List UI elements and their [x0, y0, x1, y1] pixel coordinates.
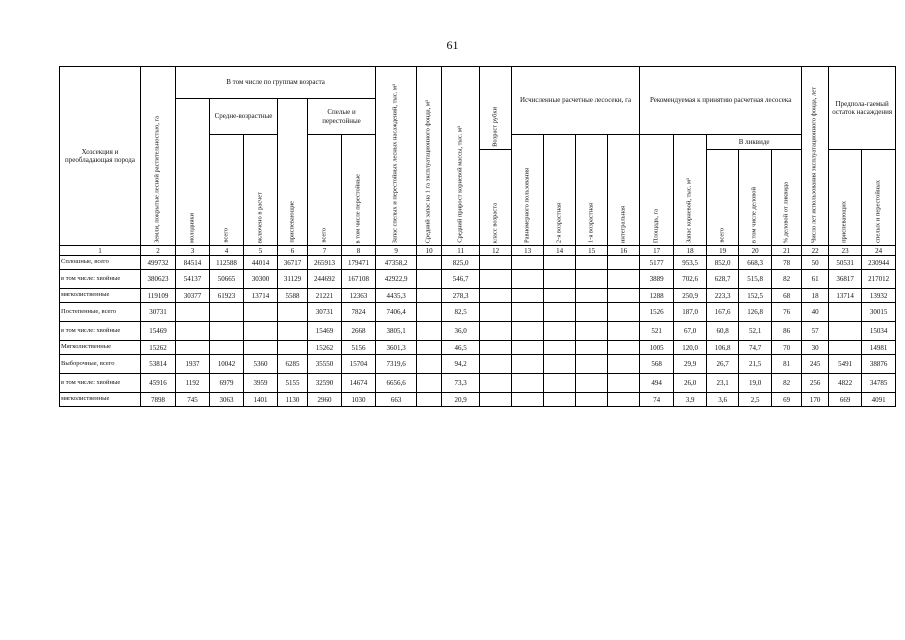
- column-number: 3: [176, 246, 210, 256]
- table-cell: 45916: [141, 374, 176, 393]
- table-cell: [480, 289, 512, 303]
- table-cell: 3,9: [674, 393, 707, 407]
- table-cell: [244, 341, 278, 355]
- table-cell: 84514: [176, 256, 210, 270]
- table-cell: 21221: [308, 289, 342, 303]
- table-cell: 6285: [278, 355, 308, 374]
- table-cell: 245: [802, 355, 829, 374]
- table-header: [60, 67, 896, 256]
- column-number: 16: [608, 246, 640, 256]
- table-cell: 53814: [141, 355, 176, 374]
- table-cell: 3959: [244, 374, 278, 393]
- table-cell: 494: [640, 374, 674, 393]
- column-number: 13: [512, 246, 544, 256]
- row-label: Постепенные, всего: [60, 303, 141, 322]
- table-cell: 30377: [176, 289, 210, 303]
- column-number-row: [60, 246, 896, 256]
- table-cell: [417, 393, 442, 407]
- table-cell: [576, 289, 608, 303]
- table-cell: 515,8: [739, 270, 772, 289]
- table-cell: 26,7: [707, 355, 739, 374]
- page-number: 61: [446, 38, 459, 52]
- table-cell: 2960: [308, 393, 342, 407]
- table-cell: [480, 393, 512, 407]
- table-cell: [417, 341, 442, 355]
- table-cell: [417, 355, 442, 374]
- table-cell: [480, 270, 512, 289]
- table-cell: [244, 322, 278, 341]
- table-cell: 7898: [141, 393, 176, 407]
- table-cell: 1130: [278, 393, 308, 407]
- table-cell: [829, 322, 862, 341]
- table-cell: [608, 393, 640, 407]
- table-cell: [544, 355, 576, 374]
- table-cell: 1192: [176, 374, 210, 393]
- table-cell: 14981: [862, 341, 896, 355]
- table-cell: 67,0: [674, 322, 707, 341]
- table-cell: 167108: [342, 270, 376, 289]
- table-cell: 15704: [342, 355, 376, 374]
- table-cell: 74,7: [739, 341, 772, 355]
- header-calculated-cutting: Исчисленные расчетные лесосеки, га: [512, 67, 640, 135]
- table-cell: 82,5: [442, 303, 480, 322]
- header-average-stock: Средний запас на 1 га эксплуатационного фонда, м³: [417, 67, 442, 246]
- table-cell: [480, 355, 512, 374]
- table-cell: [480, 303, 512, 322]
- table-cell: 50531: [829, 256, 862, 270]
- table-cell: [480, 374, 512, 393]
- table-cell: [576, 270, 608, 289]
- header-age-class: класс возраста: [480, 150, 512, 246]
- table-cell: 94,2: [442, 355, 480, 374]
- table-row: [60, 303, 896, 322]
- table-cell: 15262: [141, 341, 176, 355]
- table-cell: 42922,9: [376, 270, 417, 289]
- table-cell: 521: [640, 322, 674, 341]
- table-cell: 250,9: [674, 289, 707, 303]
- header-middle-total: всего: [210, 135, 244, 246]
- table-cell: 1288: [640, 289, 674, 303]
- table-cell: [576, 341, 608, 355]
- table-cell: 5177: [640, 256, 674, 270]
- table-cell: 380623: [141, 270, 176, 289]
- table-cell: [544, 322, 576, 341]
- table-cell: 82: [772, 270, 802, 289]
- table-cell: 3601,3: [376, 341, 417, 355]
- table-cell: 1005: [640, 341, 674, 355]
- column-number: 14: [544, 246, 576, 256]
- table-cell: 26,0: [674, 374, 707, 393]
- table-cell: 546,7: [442, 270, 480, 289]
- table-cell: 5155: [278, 374, 308, 393]
- table-cell: 30731: [308, 303, 342, 322]
- table-cell: 74: [640, 393, 674, 407]
- column-number: 20: [739, 246, 772, 256]
- table-cell: 12363: [342, 289, 376, 303]
- row-label: в том числе: хвойные: [60, 374, 141, 393]
- column-number: 23: [829, 246, 862, 256]
- table-cell: [608, 322, 640, 341]
- table-cell: [608, 256, 640, 270]
- table-cell: 4822: [829, 374, 862, 393]
- table-cell: [512, 341, 544, 355]
- column-number: 10: [417, 246, 442, 256]
- table-cell: [512, 355, 544, 374]
- table-cell: 50665: [210, 270, 244, 289]
- column-number: 4: [210, 246, 244, 256]
- table-cell: [512, 374, 544, 393]
- table-cell: [278, 303, 308, 322]
- table-cell: 126,8: [739, 303, 772, 322]
- table-cell: 68: [772, 289, 802, 303]
- table-cell: 10042: [210, 355, 244, 374]
- column-number: 12: [480, 246, 512, 256]
- table-cell: 5588: [278, 289, 308, 303]
- table-cell: 167,6: [707, 303, 739, 322]
- table-row: [60, 355, 896, 374]
- table-cell: 152,5: [739, 289, 772, 303]
- table-cell: 278,3: [442, 289, 480, 303]
- table-cell: 23,1: [707, 374, 739, 393]
- table-cell: 179471: [342, 256, 376, 270]
- table-cell: 265913: [308, 256, 342, 270]
- header-integral: интегральная: [608, 135, 640, 246]
- header-species: Хозсекция и преобладающая порода: [60, 67, 141, 246]
- header-rec-stock: Запас корневой, тыс. м³: [674, 135, 707, 246]
- column-number: 21: [772, 246, 802, 256]
- table-cell: 499732: [141, 256, 176, 270]
- header-middle-included: включено в расчет: [244, 135, 278, 246]
- table-cell: [544, 303, 576, 322]
- table-row: [60, 393, 896, 407]
- table-cell: 669: [829, 393, 862, 407]
- row-label: Сплошные, всего: [60, 256, 141, 270]
- table-cell: 223,3: [707, 289, 739, 303]
- column-number: 11: [442, 246, 480, 256]
- header-middle-aged: Средне-возрастные: [210, 99, 278, 135]
- header-remain-premature: приспевающих: [829, 150, 862, 246]
- table-cell: 36,0: [442, 322, 480, 341]
- table-cell: 7319,6: [376, 355, 417, 374]
- table-cell: 78: [772, 256, 802, 270]
- table-cell: 5360: [244, 355, 278, 374]
- table-cell: 82: [772, 374, 802, 393]
- column-number: 7: [308, 246, 342, 256]
- column-number: 15: [576, 246, 608, 256]
- row-label: в том числе: хвойные: [60, 322, 141, 341]
- table-cell: 170: [802, 393, 829, 407]
- table-row: [60, 256, 896, 270]
- table-cell: 61: [802, 270, 829, 289]
- table-cell: 35550: [308, 355, 342, 374]
- header-business-percent: % деловой от ликвида: [772, 150, 802, 246]
- table-cell: [829, 303, 862, 322]
- table-body: [60, 256, 896, 407]
- table-cell: [176, 303, 210, 322]
- table-cell: 36817: [829, 270, 862, 289]
- table-cell: 30300: [244, 270, 278, 289]
- table-cell: [576, 256, 608, 270]
- table-cell: 3889: [640, 270, 674, 289]
- table-cell: 6656,6: [376, 374, 417, 393]
- table-cell: 13714: [829, 289, 862, 303]
- table-cell: 230944: [862, 256, 896, 270]
- table-cell: [608, 355, 640, 374]
- table-cell: 745: [176, 393, 210, 407]
- table-cell: 13714: [244, 289, 278, 303]
- table-cell: 52,1: [739, 322, 772, 341]
- table-cell: 15469: [141, 322, 176, 341]
- table-cell: 2,5: [739, 393, 772, 407]
- table-cell: [417, 289, 442, 303]
- table-cell: 4091: [862, 393, 896, 407]
- table-cell: [576, 322, 608, 341]
- table-cell: 50: [802, 256, 829, 270]
- header-recommended-cutting: Рекомендуемая к принятию расчетная лесосека: [640, 67, 802, 135]
- table-cell: 15262: [308, 341, 342, 355]
- forest-cutting-table: [59, 66, 896, 407]
- table-cell: 46,5: [442, 341, 480, 355]
- table-cell: 4435,3: [376, 289, 417, 303]
- header-remaining-stands: Предпола-гаемый остаток насаждения: [829, 67, 896, 150]
- header-even-use: Равномерного пользования: [512, 135, 544, 246]
- table-cell: 187,0: [674, 303, 707, 322]
- column-number: 1: [60, 246, 141, 256]
- table-cell: 5156: [342, 341, 376, 355]
- header-years-of-use: Число лет использования эксплуатационного фонда, лет: [802, 67, 829, 246]
- table-cell: 30731: [141, 303, 176, 322]
- table-cell: 825,0: [442, 256, 480, 270]
- table-cell: 69: [772, 393, 802, 407]
- table-cell: 119109: [141, 289, 176, 303]
- table-row: [60, 270, 896, 289]
- header-mature-stock: Запас спелых и перестойных лесных насаждений, тыс. м³: [376, 67, 417, 246]
- table-cell: 57: [802, 322, 829, 341]
- header-premature: приспевающие: [278, 99, 308, 246]
- column-number: 5: [244, 246, 278, 256]
- table-cell: 36717: [278, 256, 308, 270]
- table-cell: 60,8: [707, 322, 739, 341]
- header-forest-area: Земли, покрытые лесной растительностью, га: [141, 67, 176, 246]
- table-cell: 1401: [244, 393, 278, 407]
- table-cell: [512, 289, 544, 303]
- column-number: 24: [862, 246, 896, 256]
- table-cell: 15034: [862, 322, 896, 341]
- column-number: 19: [707, 246, 739, 256]
- table-cell: 953,5: [674, 256, 707, 270]
- header-overmature: в том числе перестойные: [342, 135, 376, 246]
- table-cell: [608, 303, 640, 322]
- table-cell: 3805,1: [376, 322, 417, 341]
- table-cell: [480, 322, 512, 341]
- table-cell: [210, 322, 244, 341]
- column-number: 9: [376, 246, 417, 256]
- table-cell: 29,9: [674, 355, 707, 374]
- header-rec-area: Площадь, га: [640, 135, 674, 246]
- table-cell: [210, 303, 244, 322]
- table-cell: [544, 341, 576, 355]
- table-cell: [512, 393, 544, 407]
- table-cell: [576, 355, 608, 374]
- row-label: Выборочные, всего: [60, 355, 141, 374]
- table-cell: 7406,4: [376, 303, 417, 322]
- table-cell: 40: [802, 303, 829, 322]
- table-cell: [512, 303, 544, 322]
- table-cell: 34785: [862, 374, 896, 393]
- table-cell: 61923: [210, 289, 244, 303]
- table-cell: [544, 393, 576, 407]
- table-cell: 32590: [308, 374, 342, 393]
- header-remain-mature: спелых и перестойных: [862, 150, 896, 246]
- table-cell: [608, 270, 640, 289]
- header-mature: Спелые и перестойные: [308, 99, 376, 135]
- row-label: Мягколиственные: [60, 341, 141, 355]
- table-cell: 30: [802, 341, 829, 355]
- table-cell: 852,0: [707, 256, 739, 270]
- table-cell: 70: [772, 341, 802, 355]
- table-cell: 120,0: [674, 341, 707, 355]
- table-cell: [176, 322, 210, 341]
- table-cell: [417, 256, 442, 270]
- table-cell: 3063: [210, 393, 244, 407]
- table-cell: [417, 374, 442, 393]
- header-second-age: 2-я возрастная: [544, 135, 576, 246]
- column-number: 2: [141, 246, 176, 256]
- header-liquid-business: в том числе деловой: [739, 150, 772, 246]
- table-row: [60, 341, 896, 355]
- header-average-growth: Средний прирост корневой массы, тыс. м³: [442, 67, 480, 246]
- row-label: мягколиственные: [60, 289, 141, 303]
- header-first-age: 1-я возрастная: [576, 135, 608, 246]
- table-cell: 5491: [829, 355, 862, 374]
- table-cell: [480, 256, 512, 270]
- table-cell: 663: [376, 393, 417, 407]
- table-cell: 244692: [308, 270, 342, 289]
- header-mature-total: всего: [308, 135, 342, 246]
- row-label: мягколиственные: [60, 393, 141, 407]
- table-cell: 44014: [244, 256, 278, 270]
- column-number: 8: [342, 246, 376, 256]
- table-cell: [417, 270, 442, 289]
- table-cell: [278, 341, 308, 355]
- table-cell: [576, 374, 608, 393]
- row-label: в том числе: хвойные: [60, 270, 141, 289]
- table-cell: 19,0: [739, 374, 772, 393]
- table-row: [60, 289, 896, 303]
- table-cell: [210, 341, 244, 355]
- header-cutting-age: Возраст рубки: [480, 67, 512, 150]
- table-cell: [544, 270, 576, 289]
- table-cell: [512, 270, 544, 289]
- table-cell: [576, 303, 608, 322]
- table-cell: 30015: [862, 303, 896, 322]
- table-cell: 106,8: [707, 341, 739, 355]
- table-cell: [480, 341, 512, 355]
- table-cell: 13932: [862, 289, 896, 303]
- table-cell: [512, 322, 544, 341]
- table-cell: [417, 303, 442, 322]
- table-cell: 3,6: [707, 393, 739, 407]
- table-cell: 21,5: [739, 355, 772, 374]
- column-number: 22: [802, 246, 829, 256]
- table-cell: 18: [802, 289, 829, 303]
- table-cell: [244, 303, 278, 322]
- table-cell: 217012: [862, 270, 896, 289]
- table-cell: [576, 393, 608, 407]
- table-cell: [278, 322, 308, 341]
- table-cell: 38876: [862, 355, 896, 374]
- table-cell: 76: [772, 303, 802, 322]
- table-cell: 628,7: [707, 270, 739, 289]
- header-young: молодняки: [176, 99, 210, 246]
- table-cell: [608, 289, 640, 303]
- table-cell: 1526: [640, 303, 674, 322]
- table-cell: 81: [772, 355, 802, 374]
- table-cell: [544, 256, 576, 270]
- table-cell: [544, 289, 576, 303]
- table-cell: 47358,2: [376, 256, 417, 270]
- table-cell: [544, 374, 576, 393]
- table-cell: 31129: [278, 270, 308, 289]
- table-row: [60, 374, 896, 393]
- table-cell: 112588: [210, 256, 244, 270]
- table-cell: 86: [772, 322, 802, 341]
- table-cell: 2668: [342, 322, 376, 341]
- table-cell: [608, 341, 640, 355]
- table-cell: [608, 374, 640, 393]
- column-number: 18: [674, 246, 707, 256]
- table-cell: 54137: [176, 270, 210, 289]
- table-cell: [829, 341, 862, 355]
- column-number: 17: [640, 246, 674, 256]
- table-cell: 256: [802, 374, 829, 393]
- table-cell: 7824: [342, 303, 376, 322]
- table-row: [60, 322, 896, 341]
- header-age-groups: В том числе по группам возраста: [176, 67, 376, 99]
- table-cell: [176, 341, 210, 355]
- table-cell: 6979: [210, 374, 244, 393]
- table-cell: 1937: [176, 355, 210, 374]
- column-number: 6: [278, 246, 308, 256]
- table-cell: 15469: [308, 322, 342, 341]
- header-liquid: В ликвиде: [707, 135, 802, 150]
- table-cell: 668,3: [739, 256, 772, 270]
- table-cell: 1030: [342, 393, 376, 407]
- table-cell: 73,3: [442, 374, 480, 393]
- table-cell: 14674: [342, 374, 376, 393]
- table-cell: 20,9: [442, 393, 480, 407]
- table-cell: [512, 256, 544, 270]
- header-liquid-total: всего: [707, 150, 739, 246]
- table-cell: 568: [640, 355, 674, 374]
- table-cell: [417, 322, 442, 341]
- table-cell: 702,6: [674, 270, 707, 289]
